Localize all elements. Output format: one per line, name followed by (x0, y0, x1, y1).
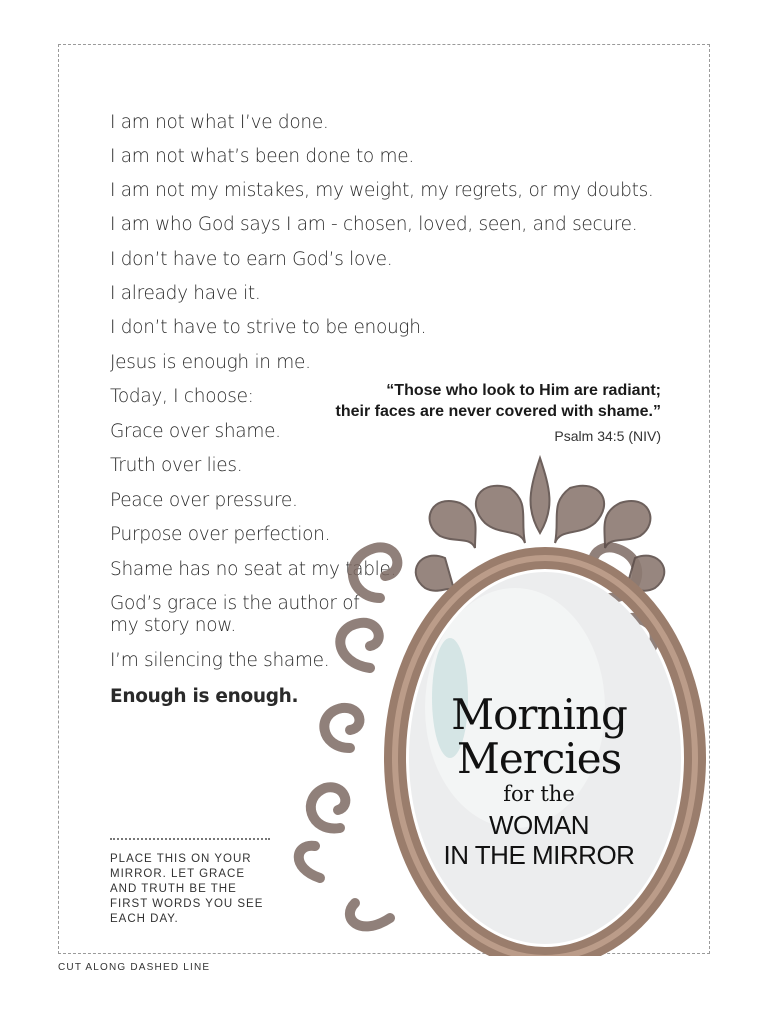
affirmation-line: Grace over shame. (110, 421, 281, 442)
mirror-title-line: Mercies (456, 734, 622, 783)
scripture-quote (336, 380, 661, 444)
affirmation-line: I don’t have to strive to be enough. (110, 317, 427, 338)
mirror-title-line: for the (503, 782, 575, 806)
affirmation-closing: Enough is enough. (110, 686, 299, 707)
verse-line: their faces are never covered with shame.” (335, 403, 661, 420)
affirmation-line: I am not what I’ve done. (110, 112, 329, 133)
dotted-divider (110, 838, 270, 840)
instruction-text: PLACE THIS ON YOUR MIRROR. LET GRACE AND TRUTH BE THE FIRST WORDS YOU SEE EACH DAY. (110, 853, 264, 925)
mirror-title-line: Morning (451, 690, 627, 739)
affirmation-line: Truth over lies. (110, 455, 243, 476)
affirmation-line: I am not my mistakes, my weight, my regrets, or my doubts. (110, 180, 654, 201)
mirror-title-line: WOMAN (488, 810, 590, 840)
affirmation-line: Purpose over perfection. (110, 524, 331, 545)
affirmation-line: I am who God says I am - chosen, loved, seen, and secure. (110, 214, 638, 235)
affirmation-line: Today, I choose: (110, 386, 254, 407)
affirmation-line: I don’t have to earn God’s love. (110, 249, 393, 270)
affirmation-line: Shame has no seat at my table. (110, 559, 397, 580)
affirmation-line: Peace over pressure. (110, 490, 298, 511)
affirmation-line: God’s grace is the author of my story now. (110, 593, 360, 636)
cut-label: CUT ALONG DASHED LINE (58, 962, 211, 973)
affirmation-line: I already have it. (110, 283, 261, 304)
verse-reference: Psalm 34:5 (NIV) (554, 428, 661, 444)
mirror-title-line: IN THE MIRROR (443, 840, 635, 870)
affirmation-line: Jesus is enough in me. (110, 352, 311, 373)
affirmation-line: I’m silencing the shame. (110, 650, 330, 671)
affirmation-line: I am not what’s been done to me. (110, 146, 414, 167)
verse-line: “Those who look to Him are radiant; (386, 382, 661, 399)
